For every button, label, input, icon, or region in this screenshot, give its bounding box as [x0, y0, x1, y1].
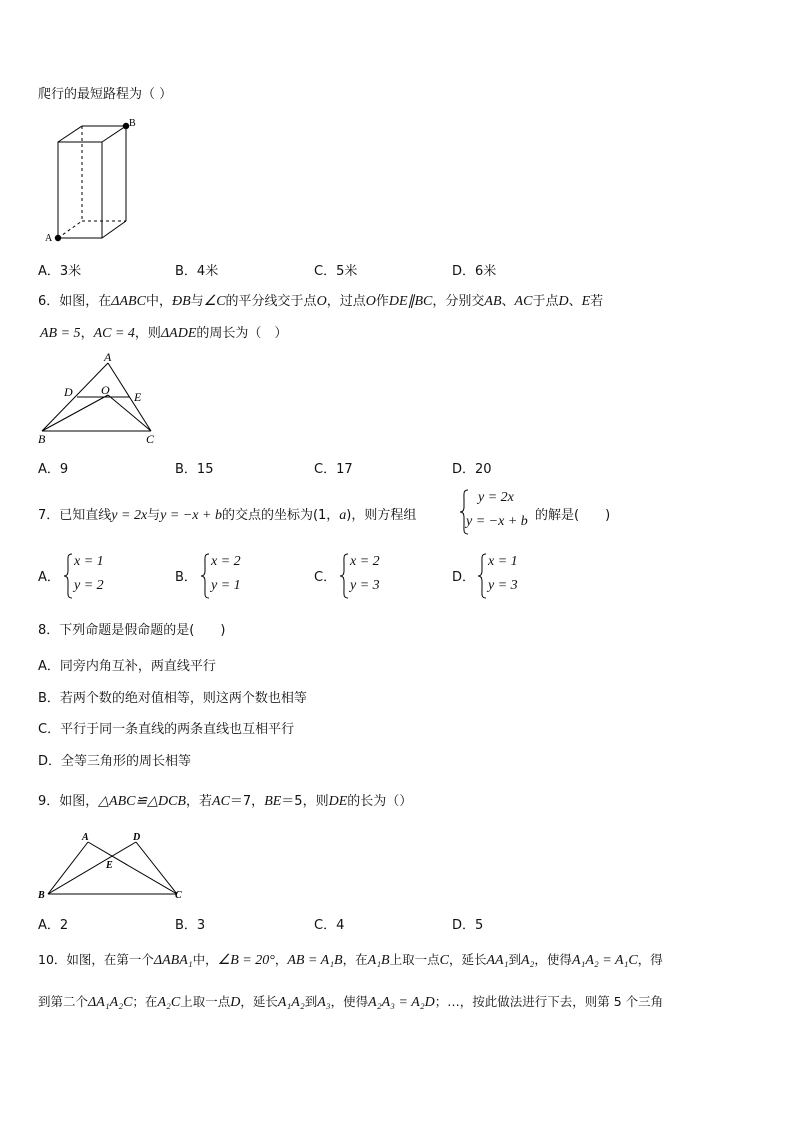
- q6-stem-line1: 6．如图，在ΔABC中，ÐB与∠C的平分线交于点O，过点O作DE∥BC，分别交AB、AC于点D、E若: [38, 294, 604, 309]
- q8-option-a: A．同旁内角互补，两直线平行: [38, 659, 216, 674]
- q6-label-e: E: [134, 390, 142, 404]
- q6-option-a: A．9: [38, 462, 69, 477]
- q5-option-d: D．6米: [452, 264, 497, 279]
- q6-option-d: D．20: [452, 462, 492, 477]
- q5-option-a: A．3米: [38, 264, 82, 279]
- q9-option-b: B．3: [175, 918, 206, 933]
- q9-label-d: D: [133, 832, 141, 843]
- q5-tail: 爬行的最短路程为（ ）: [38, 87, 173, 102]
- q6-label-b: B: [38, 432, 46, 446]
- q9-stem: 9．如图，△ABC≌△DCB，若AC＝7，BE＝5，则DE的长为（）: [38, 794, 413, 809]
- q7-option-a-label: A．: [38, 570, 60, 585]
- q6-option-b: B．15: [175, 462, 214, 477]
- q7-option-a: x = 1 y = 2: [62, 552, 122, 600]
- q5-option-c: C．5米: [314, 264, 358, 279]
- q6-label-a: A: [104, 350, 112, 364]
- brace-icon: [62, 552, 74, 600]
- q7-option-b-label: B．: [175, 570, 197, 585]
- q9-option-a: A．2: [38, 918, 69, 933]
- q7-stem: 7．已知直线y = 2x与y = −x + b的交点的坐标为(1，a)，则方程组: [38, 508, 417, 523]
- q9-congruent-figure: [34, 828, 194, 904]
- q7-equation-system: [458, 488, 538, 536]
- q8-option-c: C．平行于同一条直线的两条直线也互相平行: [38, 722, 295, 737]
- q6-option-c: C．17: [314, 462, 353, 477]
- q7-option-d-label: D．: [452, 570, 476, 585]
- q6-label-c: C: [146, 432, 155, 446]
- brace-icon: [199, 552, 211, 600]
- q10-stem-line1: 10．如图，在第一个ΔABA₁中，∠B = 20°，AB = A₁B，在A₁B上取一点C，延长AA₁到A₂，使得A₁A₂ = A₁C，得: [38, 952, 663, 968]
- q7-option-d: x = 1 y = 3: [476, 552, 536, 600]
- q7-system-eq1: y = 2x: [478, 490, 514, 505]
- q9-label-b: B: [38, 890, 45, 901]
- q9-label-e: E: [106, 860, 113, 871]
- q5-option-b: B．4米: [175, 264, 219, 279]
- brace-icon: [476, 552, 488, 600]
- q6-triangle-figure: [34, 350, 164, 446]
- q7-stem-end: 的解是( ): [535, 508, 611, 523]
- brace-icon: [338, 552, 350, 600]
- q5-label-b: B: [129, 118, 136, 129]
- q7-option-c: x = 2 y = 3: [338, 552, 398, 600]
- q8-stem: 8．下列命题是假命题的是( ): [38, 623, 226, 638]
- q7-system-eq2: y = −x + b: [466, 514, 528, 529]
- q10-stem-line2: 到第二个ΔA₁A₂C；在A₂C上取一点D，延长A₁A₂到A₃，使得A₂A₃ = A₂D；…，按此做法进行下去，则第 5 个三角: [38, 994, 664, 1010]
- q7-option-c-label: C．: [314, 570, 337, 585]
- q8-option-b: B．若两个数的绝对值相等，则这两个数也相等: [38, 691, 307, 706]
- q9-label-c: C: [175, 890, 182, 901]
- q8-option-d: D．全等三角形的周长相等: [38, 754, 192, 769]
- q9-label-a: A: [82, 832, 89, 843]
- q9-option-d: D．5: [452, 918, 484, 933]
- q6-label-o: O: [101, 383, 110, 397]
- q9-option-c: C．4: [314, 918, 345, 933]
- q5-label-a: A: [45, 233, 53, 244]
- q5-box-figure: [40, 115, 150, 250]
- q6-label-d: D: [64, 385, 73, 399]
- q7-option-b: x = 2 y = 1: [199, 552, 259, 600]
- q6-stem-line2: AB = 5，AC = 4，则ΔADE的周长为（ ）: [40, 326, 288, 341]
